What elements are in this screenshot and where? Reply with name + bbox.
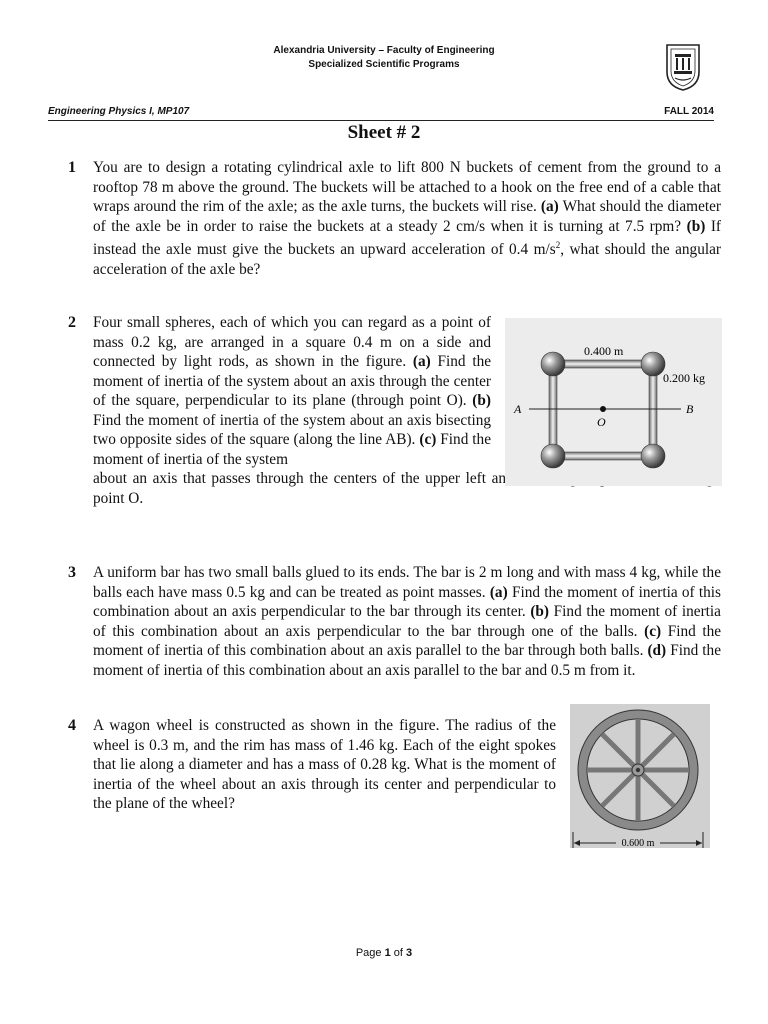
university-logo <box>663 42 703 92</box>
rod-left <box>549 364 557 456</box>
point-o-label: O <box>597 415 606 429</box>
question-1-number: 1 <box>68 159 76 176</box>
program-name: Specialized Scientific Programs <box>308 59 460 70</box>
center-point-o <box>600 406 606 412</box>
question-2-number: 2 <box>68 314 76 331</box>
header-divider <box>48 120 714 121</box>
question-3-number: 3 <box>68 564 76 581</box>
question-3-text: A uniform bar has two small balls glued to its ends. The bar is 2 m long and with mass 4 kg, while the balls each have mass 0.5 kg and can be treated as point masses. (a) Find the moment of inertia of this combination about an axis perpendicular to the bar through its center. (b) Find the moment of inertia of this combination about an axis perpendicular to the bar through one of the balls. (c) Find the moment of inertia of this combination about an axis parallel to the bar through both balls. (d) Find the moment of inertia of this combination about an axis parallel to the bar and 0.5 m from it. <box>93 564 722 679</box>
arrow-left-icon <box>574 840 580 846</box>
point-b-label: B <box>686 402 694 416</box>
course-info-row <box>48 106 714 120</box>
sphere-bottom-left <box>541 444 565 468</box>
sphere-bottom-right <box>641 444 665 468</box>
university-name: Alexandria University – Faculty of Engineering <box>273 45 495 56</box>
question-2-text: Four small spheres, each of which you can regard as a point of mass 0.2 kg, are arranged in a square 0.4 m on a side and connected by light rods, as shown in the figure. (a) Find the moment of inertia of the system about an axis through the center of the square, perpendicular to its plane (through point O). (b) Find the moment of inertia of the system about an axis bisecting two opposite sides of the square (along the line AB). (c) Find the moment of inertia of the system about an axis that passes through the centers of the upper left and lower right spheres and through point O. <box>93 314 721 507</box>
sphere-top-left <box>541 352 565 376</box>
sheet-title: Sheet # 2 <box>347 122 421 143</box>
point-a-label: A <box>514 402 522 416</box>
term-label: FALL 2014 <box>664 106 714 117</box>
diameter-label: 0.600 m <box>621 838 655 848</box>
arrow-right-icon <box>696 840 702 846</box>
hub-axle <box>636 768 640 772</box>
rod-bottom <box>553 452 653 460</box>
wagon-wheel-figure <box>570 704 710 848</box>
sphere-top-right <box>641 352 665 376</box>
rod-top <box>553 360 653 368</box>
side-length-label: 0.400 m <box>584 344 624 358</box>
document-header <box>0 44 768 72</box>
square-spheres-figure <box>505 318 722 486</box>
mass-label: 0.200 kg <box>663 371 705 385</box>
question-1-text: You are to design a rotating cylindrical axle to lift 800 N buckets of cement from the ground to a rooftop 78 m above the ground. The buckets will be attached to a hook on the free end of a cable that wraps around the rim of the axle; as the axle turns, the buckets will rise. (a) What should the diameter of the axle be in order to raise the buckets at a steady 2 cm/s when it is turning at 7.5 rpm? (b) If instead the axle must give the buckets an upward acceleration of 0.4 $m/s^2$, what should the angular acceleration of the axle be? <box>93 159 722 278</box>
question-4-number: 4 <box>68 717 76 734</box>
page-footer: Page 1 of 3 <box>355 947 413 959</box>
question-4-text: A wagon wheel is constructed as shown in the figure. The radius of the wheel is 0.3 m, and the rim has mass of 1.46 kg. Each of the eight spokes that lie along a diameter and has a mass of 0.28 kg. What is the moment of inertia of the wheel about an axis through its center and perpendicular to the plane of the wheel? <box>93 717 556 812</box>
rod-right <box>649 364 657 456</box>
course-name: Engineering Physics I, MP107 <box>48 106 190 117</box>
